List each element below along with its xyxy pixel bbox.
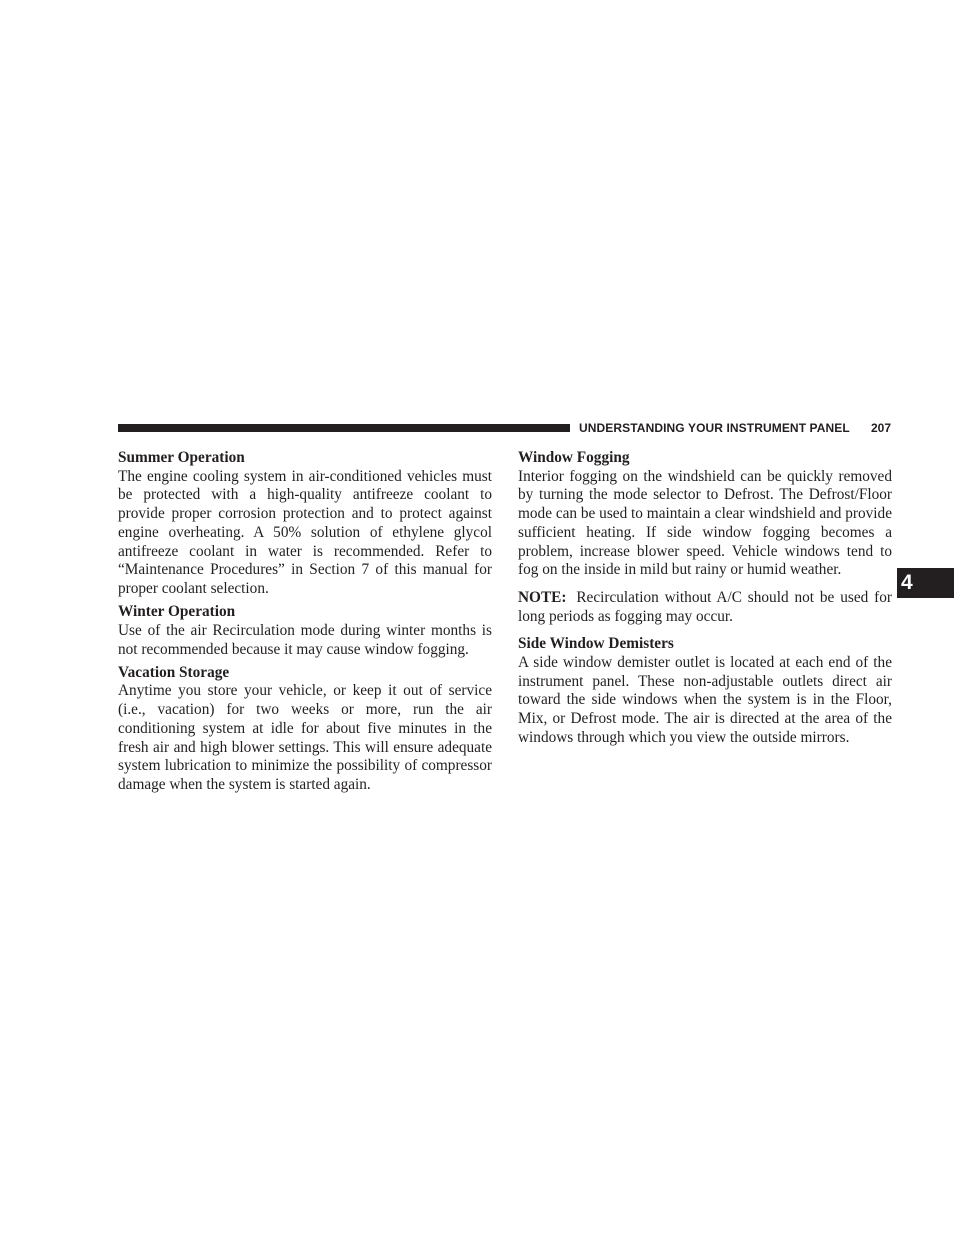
window-fogging-section	[518, 449, 892, 580]
vacation-storage-section	[118, 664, 492, 795]
side-window-demisters-body: A side window demister outlet is located at each end of the instrument panel. These non-adjustable outlets direct air toward the side windows when the system is in the Floor, Mix, or Defrost mode. The air is directed at the area of the windows through which you view the outside mirrors.	[518, 654, 892, 746]
note-text: Recirculation without A/C should not be used for long periods as fogging may occur.	[518, 588, 892, 625]
vacation-storage-heading: Vacation Storage	[118, 663, 230, 681]
window-fogging-heading: Window Fogging	[518, 449, 630, 466]
summer-operation-body: The engine cooling system in air-conditioned vehicles must be protected with a high-quality antifreeze coolant to provide proper corrosion protection and to protect against engine overheating. A 50% solution of ethylene glycol antifreeze coolant in water is recommended. Refer to “Maintenance Procedures” in Section 7 of this manual for proper coolant selection.	[118, 467, 492, 597]
side-window-demisters-section	[518, 635, 892, 747]
summer-operation-section	[118, 449, 492, 599]
header-rule	[118, 424, 570, 432]
winter-operation-section	[118, 603, 492, 659]
page-number: 207	[871, 421, 892, 435]
winter-operation-heading: Winter Operation	[118, 603, 236, 621]
running-header-title: UNDERSTANDING YOUR INSTRUMENT PANEL	[579, 421, 850, 435]
right-column	[518, 449, 892, 752]
vacation-storage-body: Anytime you store your vehicle, or keep it out of service (i.e., vacation) for two weeks or more, run the air conditioning system at idle for about five minutes in the fresh air and high blower settings. This will ensure adequate system lubrication to minimize the possibility of compressor damage when the system is started again.	[118, 682, 492, 793]
side-window-demisters-heading: Side Window Demisters	[518, 635, 674, 653]
note-paragraph	[518, 589, 892, 626]
left-column	[118, 449, 492, 799]
note-label: NOTE:	[518, 588, 567, 606]
window-fogging-body: Interior fogging on the windshield can be quickly removed by turning the mode selector to Defrost. The Defrost/Floor mode can be used to maintain a clear windshield and provide sufficient heating. If side window fogging becomes a problem, increase blower speed. Vehicle windows tend to fog on the inside in mild but rainy or humid weather.	[518, 467, 892, 579]
section-tab: 4	[897, 568, 954, 598]
winter-operation-body: Use of the air Recirculation mode during winter months is not recommended because it may cause window fogging.	[118, 621, 492, 658]
summer-operation-heading: Summer Operation	[118, 449, 245, 466]
